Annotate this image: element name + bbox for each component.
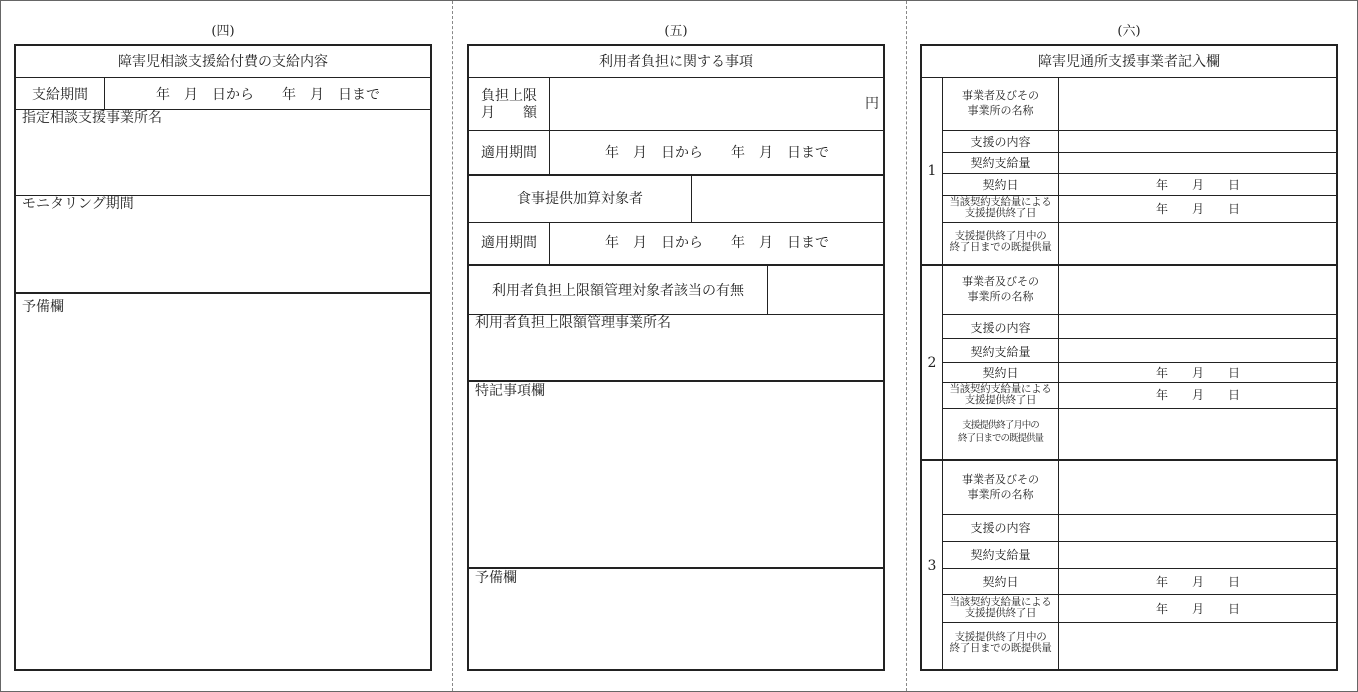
b3-supply-label xyxy=(943,632,1058,654)
divider xyxy=(16,77,430,78)
divider xyxy=(942,152,1336,153)
b2-end-line1: 当該契約支給量による xyxy=(949,383,1052,395)
b2-content-label: 支援の内容 xyxy=(970,321,1031,335)
applied-period-label-1: 適用期間 xyxy=(481,145,537,161)
b1-end-line1: 当該契約支給量による xyxy=(949,196,1052,208)
b1-supply-line1: 支援提供終了月中の xyxy=(954,230,1047,242)
b1-end-date-value[interactable]: 年 月 日 xyxy=(1155,202,1240,216)
panel-6-number: (六) xyxy=(1117,24,1141,39)
special-notes-label: 特記事項欄 xyxy=(475,383,545,399)
b3-supply-line2: 終了日までの既提供量 xyxy=(949,642,1052,654)
divider xyxy=(942,173,1336,174)
block-2-number: 2 xyxy=(927,355,937,371)
b1-name-label xyxy=(943,88,1058,118)
divider xyxy=(942,362,1336,363)
divider xyxy=(469,567,883,569)
divider xyxy=(942,622,1336,623)
divider xyxy=(942,130,1336,131)
divider xyxy=(942,314,1336,315)
b2-contract-date-label: 契約日 xyxy=(982,366,1019,380)
b1-contract-date-value[interactable]: 年 月 日 xyxy=(1155,178,1240,192)
b3-name-label xyxy=(943,472,1058,502)
limit-label-2: 月 額 xyxy=(481,105,537,121)
divider xyxy=(549,222,550,264)
divider xyxy=(942,222,1336,223)
panel-6-box xyxy=(920,44,1338,671)
b1-name-line2: 事業所の名称 xyxy=(967,104,1034,117)
b3-amount-label: 契約支給量 xyxy=(970,548,1031,562)
b3-name-line1: 事業者及びその xyxy=(962,473,1039,486)
b2-end-date-value[interactable]: 年 月 日 xyxy=(1155,388,1240,402)
divider xyxy=(942,338,1336,339)
divider xyxy=(922,459,1336,461)
divider xyxy=(942,408,1336,409)
b1-supply-line2: 終了日までの既提供量 xyxy=(949,241,1052,253)
b3-contract-date-value[interactable]: 年 月 日 xyxy=(1155,575,1240,589)
applied-period-value-2[interactable]: 年 月 日から 年 月 日まで xyxy=(605,235,829,251)
applied-period-value-1[interactable]: 年 月 日から 年 月 日まで xyxy=(605,145,829,161)
b3-supply-line1: 支援提供終了月中の xyxy=(954,631,1047,643)
b2-supply-line1: 支援提供終了月中の xyxy=(962,420,1039,431)
b2-end-line2: 支援提供終了日 xyxy=(964,394,1037,406)
b2-supply-label xyxy=(943,419,1058,445)
b2-name-line1: 事業者及びその xyxy=(962,275,1039,288)
b3-contract-date-label: 契約日 xyxy=(982,575,1019,589)
divider xyxy=(469,77,883,78)
b1-end-line2: 支援提供終了日 xyxy=(964,207,1037,219)
b1-contract-date-label: 契約日 xyxy=(982,178,1019,192)
b2-end-label xyxy=(943,384,1058,406)
divider xyxy=(922,264,1336,266)
panel-5-number: (五) xyxy=(664,24,688,39)
divider xyxy=(767,265,768,314)
applied-period-label-2: 適用期間 xyxy=(481,235,537,251)
divider xyxy=(691,175,692,222)
b1-name-line1: 事業者及びその xyxy=(962,89,1039,102)
b3-content-label: 支援の内容 xyxy=(970,521,1031,535)
panel-4-number: (四) xyxy=(211,24,235,39)
divider xyxy=(922,77,1336,78)
monitoring-period-label: モニタリング期間 xyxy=(22,196,134,212)
mgmt-target-label: 利用者負担上限額管理対象者該当の有無 xyxy=(492,283,744,299)
divider xyxy=(104,77,105,109)
b3-end-line1: 当該契約支給量による xyxy=(949,596,1052,608)
panel-5-header: 利用者負担に関する事項 xyxy=(599,54,753,70)
b3-name-line2: 事業所の名称 xyxy=(967,488,1034,501)
limit-label-1: 負担上限 xyxy=(481,88,537,104)
divider xyxy=(469,264,883,266)
fold-line-1 xyxy=(452,1,453,691)
panel-4-box xyxy=(14,44,432,671)
block-1-number: 1 xyxy=(927,163,937,179)
divider xyxy=(549,77,550,175)
divider xyxy=(469,174,883,176)
b2-supply-line2: 終了日までの既提供量 xyxy=(957,433,1043,444)
divider xyxy=(942,568,1336,569)
divider xyxy=(16,292,430,294)
b1-amount-label: 契約支給量 xyxy=(970,156,1031,170)
fold-line-2 xyxy=(906,1,907,691)
panel-5-box xyxy=(467,44,885,671)
b2-contract-date-value[interactable]: 年 月 日 xyxy=(1155,366,1240,380)
consult-office-label: 指定相談支援事業所名 xyxy=(22,110,162,126)
panel-6-header: 障害児通所支援事業者記入欄 xyxy=(1038,54,1220,70)
divider xyxy=(469,130,883,131)
divider xyxy=(942,541,1336,542)
block-3-number: 3 xyxy=(927,558,937,574)
divider xyxy=(469,222,883,223)
payment-period-value[interactable]: 年 月 日から 年 月 日まで xyxy=(156,87,380,103)
payment-period-label: 支給期間 xyxy=(32,87,88,103)
divider xyxy=(1058,77,1059,669)
b3-end-line2: 支援提供終了日 xyxy=(964,607,1037,619)
mgmt-office-label: 利用者負担上限額管理事業所名 xyxy=(475,315,671,331)
b2-name-line2: 事業所の名称 xyxy=(967,290,1034,303)
b2-name-label xyxy=(943,274,1058,304)
b3-end-date-value[interactable]: 年 月 日 xyxy=(1155,602,1240,616)
b1-supply-label xyxy=(943,231,1058,253)
b1-end-label xyxy=(943,197,1058,219)
p5-reserve-label: 予備欄 xyxy=(475,570,517,586)
b1-content-label: 支援の内容 xyxy=(970,135,1031,149)
divider xyxy=(942,514,1336,515)
yen-unit: 円 xyxy=(865,96,879,112)
meal-label: 食事提供加算対象者 xyxy=(517,191,643,207)
divider xyxy=(469,380,883,382)
divider xyxy=(942,594,1336,595)
b3-end-label xyxy=(943,597,1058,619)
panel-4-header: 障害児相談支援給付費の支給内容 xyxy=(118,54,328,70)
p4-reserve-label: 予備欄 xyxy=(22,299,64,315)
b2-amount-label: 契約支給量 xyxy=(970,345,1031,359)
